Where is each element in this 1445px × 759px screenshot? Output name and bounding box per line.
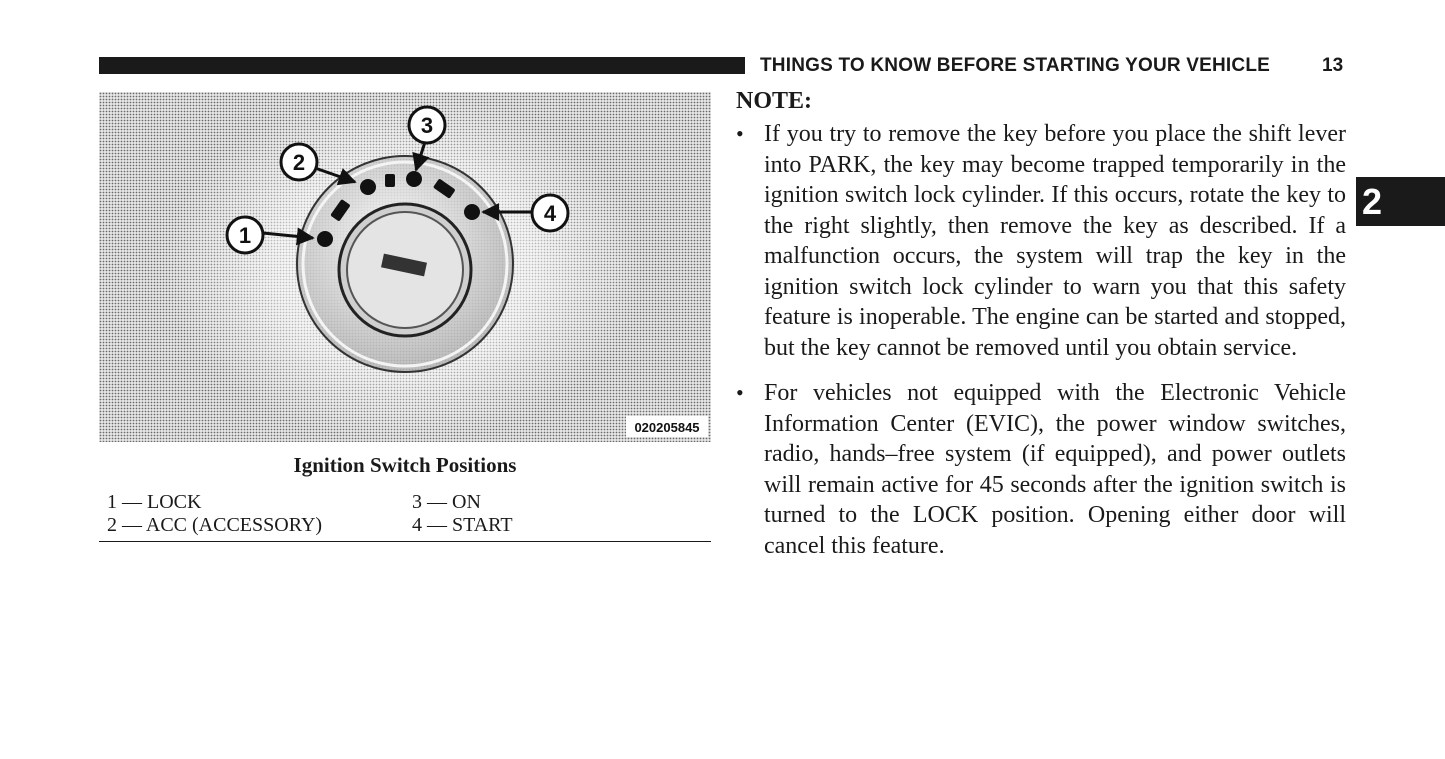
bullet-icon: •: [736, 380, 744, 405]
callout-2: [281, 144, 317, 180]
lock-position-dot: [317, 231, 333, 247]
legend-item-acc: 2 — ACC (ACCESSORY): [107, 514, 323, 536]
header-bar: [99, 57, 745, 74]
ignition-switch-illustration: [99, 92, 711, 442]
callout-4: [532, 195, 568, 231]
callout-1: [227, 217, 263, 253]
note-bullet-list: [736, 119, 1346, 576]
figure-caption: Ignition Switch Positions: [293, 453, 517, 477]
image-code: 020205845: [634, 420, 700, 435]
note-heading: NOTE:: [736, 88, 813, 114]
page-number: 13: [1322, 55, 1344, 76]
svg-text:3: 3: [420, 113, 434, 138]
start-position-dot: [464, 204, 480, 220]
legend-item-on: 3 — ON: [412, 491, 481, 513]
note-bullet-text: If you try to remove the key before you place the shift lever into PARK, the key may become trapped temporarily in the ignition switch lock cylinder. If this occurs, rotate the key to the right slightly, then remove the key as described. If a malfunction occurs, the system will trap the key in the ignition switch lock cylinder to warn you that this safety feature is inoperable. The engine can be started and stopped, but the key cannot be removed until you obtain service.: [764, 121, 1346, 361]
bullet-icon: •: [736, 121, 744, 146]
list-item: [736, 378, 1346, 561]
figure-legend: [99, 490, 711, 542]
legend-item-lock: 1 — LOCK: [107, 491, 202, 513]
acc-position-dot: [360, 179, 376, 195]
list-item: [736, 119, 1346, 363]
svg-text:1: 1: [238, 223, 252, 248]
section-title: THINGS TO KNOW BEFORE STARTING YOUR VEHICLE: [760, 55, 1271, 76]
note-bullet-text: For vehicles not equipped with the Electronic Vehicle Information Center (EVIC), the power window switches, radio, hands–free system (if equipped), and power outlets will remain active for 45 seconds after the ignition switch is turned to the LOCK position. Opening either door will cancel this feature.: [764, 380, 1346, 559]
svg-text:2: 2: [292, 150, 306, 175]
ignition-switch-figure: [99, 92, 711, 442]
svg-text:4: 4: [543, 201, 557, 226]
chapter-tab: 2: [1356, 177, 1445, 226]
on-position-dot: [406, 171, 422, 187]
legend-item-start: 4 — START: [412, 514, 513, 536]
callout-3: [409, 107, 445, 143]
